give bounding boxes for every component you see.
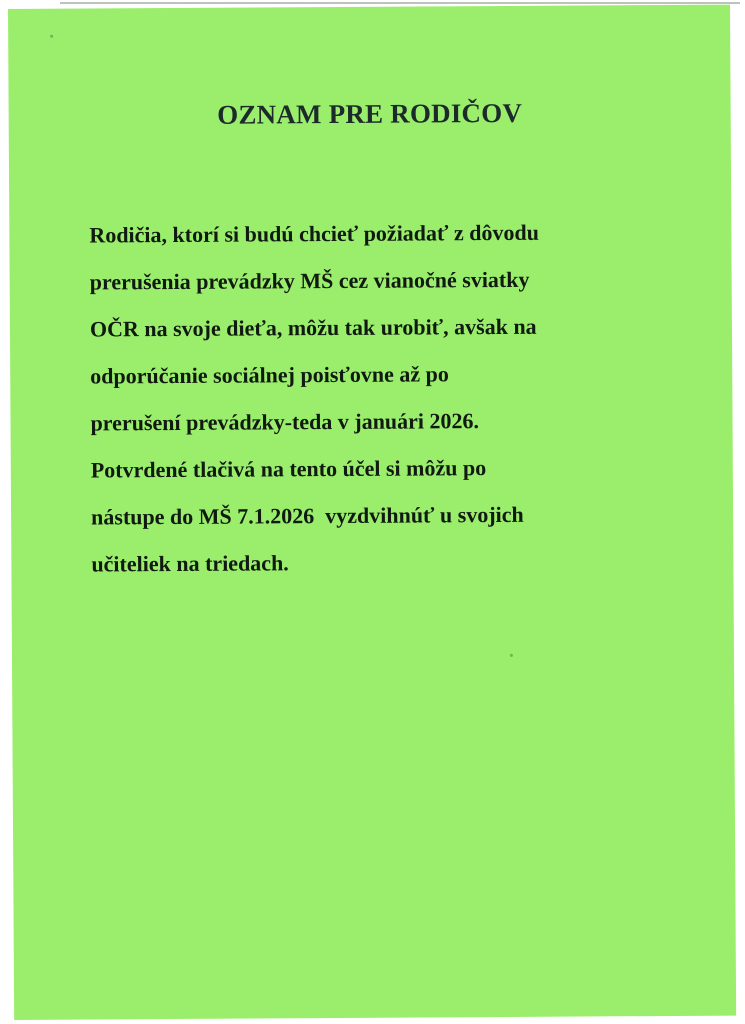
- notice-line: nástupe do MŠ 7.1.2026 vyzdvihnúť u svojich: [91, 501, 524, 530]
- notice-line: prerušenia prevádzky MŠ cez vianočné sviatky: [89, 266, 530, 295]
- notice-body: [89, 208, 691, 588]
- paper-speck: [50, 35, 53, 38]
- notice-line: Rodičia, ktorí si budú chcieť požiadať z dôvodu: [89, 219, 540, 248]
- notice-line: OČR na svoje dieťa, môžu tak urobiť, avšak na: [89, 313, 537, 342]
- notice-title: OZNAM PRE RODIČOV: [217, 97, 523, 130]
- paper-speck: [510, 654, 513, 657]
- notice-line: učiteliek na triedach.: [91, 550, 289, 577]
- notice-paper: [8, 5, 736, 1020]
- notice-line: Potvrdené tlačivá na tento účel si môžu po: [90, 455, 487, 483]
- scan-top-edge: [60, 2, 740, 4]
- notice-line: prerušení prevádzky-teda v januári 2026.: [90, 408, 480, 436]
- notice-line: odporúčanie sociálnej poisťovne až po: [90, 361, 449, 389]
